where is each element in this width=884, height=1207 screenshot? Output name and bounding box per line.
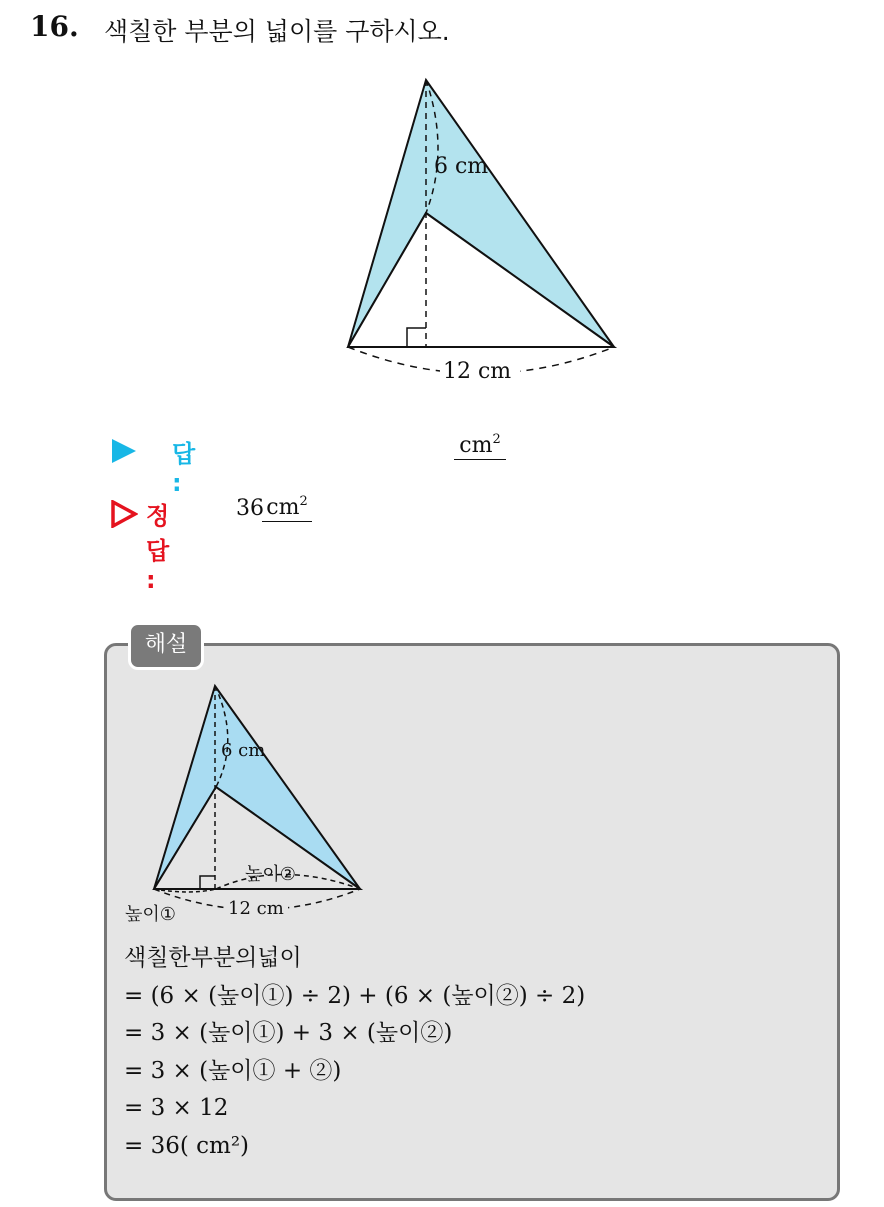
height2-label: 높이② <box>245 864 296 885</box>
correct-answer-label: 정답 : <box>146 502 170 594</box>
solution-steps <box>124 940 585 1165</box>
problem-figure <box>330 70 630 390</box>
solution-line: = 3 × 12 <box>124 1095 229 1121</box>
correct-answer-value: 36 <box>236 496 264 521</box>
solution-line: = 3 × (높이①) + 3 × (높이②) <box>124 1020 453 1046</box>
height1-label: 높이① <box>125 904 176 925</box>
question-text: 색칠한 부분의 넓이를 구하시오. <box>104 17 450 46</box>
solution-tab: 해설 <box>128 622 204 670</box>
answer-label: 답 : <box>172 440 196 497</box>
solution-height-label: 6 cm <box>221 740 266 761</box>
question-number: 16. <box>30 10 79 43</box>
outline-play-marker-icon <box>110 500 138 528</box>
answer-unit: $cm^2$ <box>454 432 506 460</box>
correct-answer-unit: $cm^2$ <box>262 494 312 522</box>
solution-figure <box>120 678 370 928</box>
solution-base-label: 12 cm <box>228 898 284 919</box>
solution-line: = 3 × (높이① + ②) <box>124 1057 342 1084</box>
base-label: 12 cm <box>443 359 512 384</box>
play-marker-icon <box>110 438 138 464</box>
solution-line: 색칠한부분의넓이 <box>124 945 302 971</box>
solution-line: = (6 × (높이①) ÷ 2) + (6 × (높이②) ÷ 2) <box>124 982 586 1009</box>
height-label: 6 cm <box>434 154 489 179</box>
solution-line: = 36( cm²) <box>124 1132 250 1159</box>
